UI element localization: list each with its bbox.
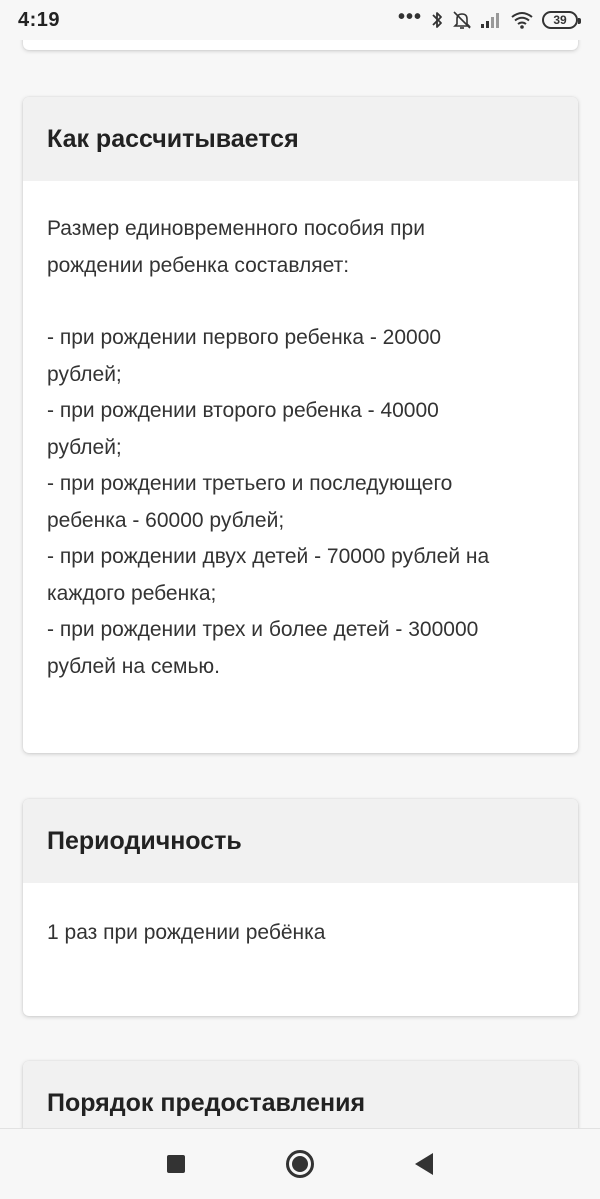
signal-icon (480, 11, 502, 29)
benefit-line: - при рождении второго ребенка - 40000 (47, 399, 439, 422)
periodicity-card (23, 799, 578, 1016)
dots-icon: ••• (397, 6, 422, 28)
battery-icon: 39 (542, 11, 578, 29)
calculation-card-header (23, 97, 578, 181)
navigation-bar (0, 1128, 600, 1199)
home-circle-icon (286, 1150, 314, 1178)
benefit-line: рублей на семью. (47, 654, 221, 678)
status-icons (397, 6, 578, 30)
benefit-line: - при рождении первого ребенка - 20000 (47, 326, 442, 349)
home-button[interactable] (238, 1134, 362, 1194)
benefit-line: ребенка - 60000 рублей; (47, 508, 285, 532)
order-card-title: Порядок предоставления (47, 1088, 366, 1117)
status-time: 4:19 (18, 8, 61, 31)
periodicity-card-title: Периодичность (47, 826, 242, 855)
benefit-line: - при рождении двух детей - 70000 рублей на (47, 545, 490, 568)
intro-line: Размер единовременного пособия при (47, 217, 425, 240)
status-bar (0, 0, 600, 40)
calculation-card-body (23, 181, 578, 715)
periodicity-card-body (23, 883, 578, 982)
bell-muted-icon (452, 10, 472, 30)
calculation-card-title: Как рассчитывается (47, 124, 299, 153)
periodicity-text: 1 раз при рождении ребёнка (47, 921, 326, 944)
intro-line: рождении ребенка составляет: (47, 253, 350, 277)
recents-button[interactable] (114, 1134, 238, 1194)
periodicity-card-header (23, 799, 578, 883)
benefit-line: рублей; (47, 362, 122, 386)
wifi-icon (510, 11, 534, 29)
benefit-line: каждого ребенка; (47, 581, 217, 605)
back-triangle-icon (415, 1153, 433, 1175)
benefit-line: рублей; (47, 435, 122, 459)
back-button[interactable] (362, 1134, 486, 1194)
benefit-line: - при рождении третьего и последующего (47, 472, 453, 495)
benefit-line: - при рождении трех и более детей - 300000 (47, 618, 479, 641)
square-icon (167, 1155, 185, 1173)
bluetooth-icon (430, 10, 444, 30)
calculation-card (23, 97, 578, 753)
